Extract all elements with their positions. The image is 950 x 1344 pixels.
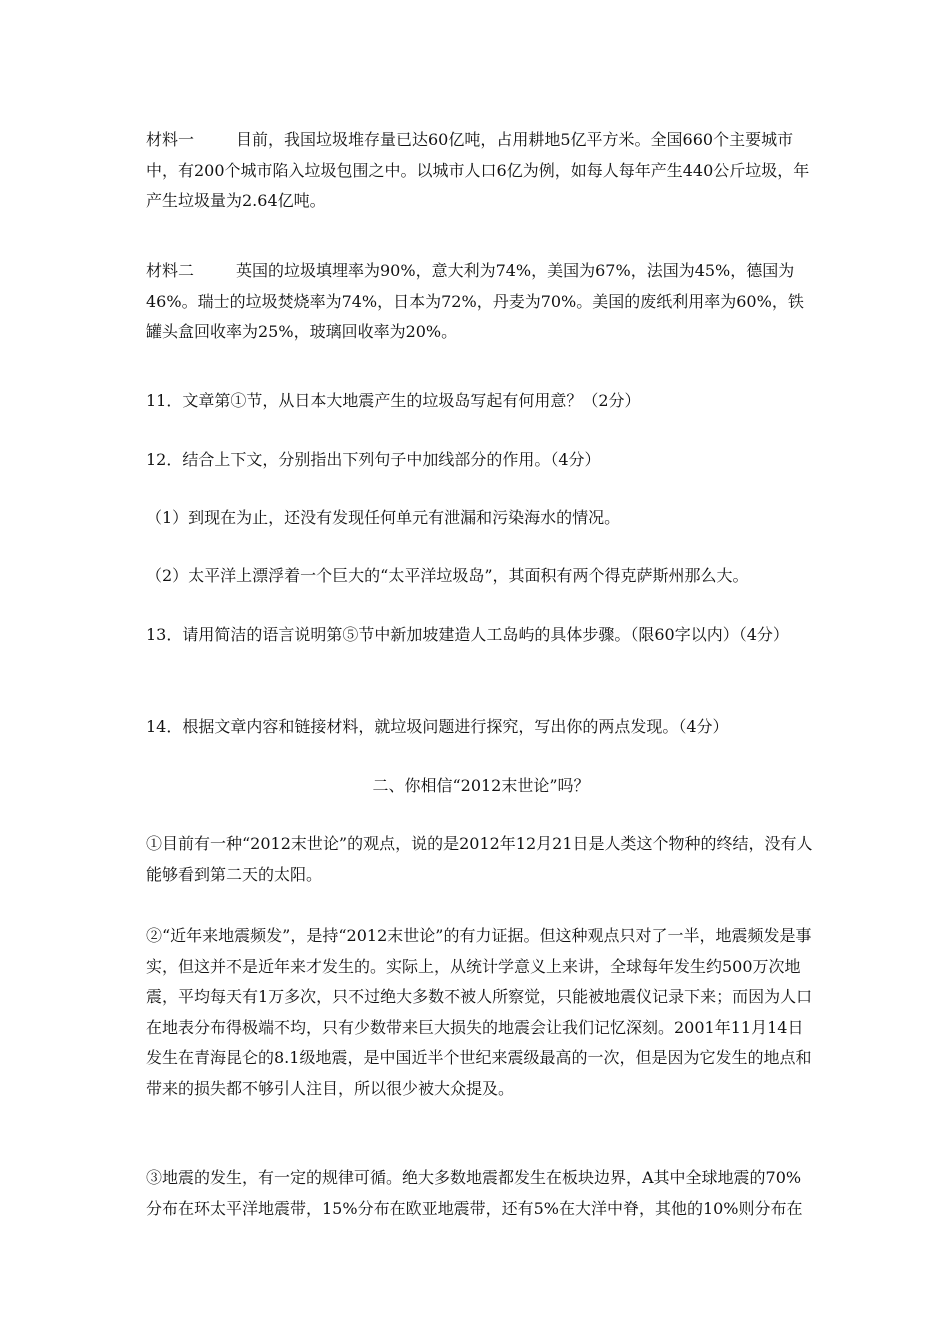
section-title: 二、你相信“2012末世论”吗？	[372, 776, 590, 795]
material-two-text: 英国的垃圾填埋率为90%，意大利为74%，美国为67%，法国为45%，德国为46%。瑞士的垃圾焚烧率为74%，日本为72%，丹麦为70%。美国的废纸利用率为60%，铁罐头盒回收率为25%，玻璃回收率为20%。	[146, 261, 804, 341]
question-13: 13．请用简洁的语言说明第⑤节中新加坡建造人工岛屿的具体步骤。（限60字以内）（4分）	[146, 625, 789, 644]
question-11: 11．文章第①节，从日本大地震产生的垃圾岛写起有何用意？（2分）	[146, 391, 641, 410]
question-14: 14．根据文章内容和链接材料，就垃圾问题进行探究，写出你的两点发现。（4分）	[146, 717, 729, 736]
material-two-label: 材料二	[146, 261, 195, 280]
question-12-item-1: （1）到现在为止，还没有发现任何单元有泄漏和污染海水的情况。	[146, 508, 621, 527]
material-one-text: 目前，我国垃圾堆存量已达60亿吨，占用耕地5亿平方米。全国660个主要城市中，有200个城市陷入垃圾包围之中。以城市人口6亿为例，如每人每年产生440公斤垃圾，年产生垃圾量为2.64亿吨。	[146, 130, 810, 210]
material-two-paragraph	[146, 256, 816, 348]
section-paragraph-3: ③地震的发生，有一定的规律可循。绝大多数地震都发生在板块边界，A其中全球地震的70%分布在环太平洋地震带，15%分布在欧亚地震带，还有5%在大洋中脊，其他的10%则分布在	[146, 1168, 803, 1218]
section-paragraph-1: ①目前有一种“2012末世论”的观点，说的是2012年12月21日是人类这个物种的终结，没有人能够看到第二天的太阳。	[146, 834, 813, 884]
section-paragraph-2: ②“近年来地震频发”，是持“2012末世论”的有力证据。但这种观点只对了一半，地震频发是事实，但这并不是近年来才发生的。实际上，从统计学意义上来讲，全球每年发生约500万次地震，平均每天有1万多次，只不过绝大多数不被人所察觉，只能被地震仪记录下来；而因为人口在地表分布得极端不均，只有少数带来巨大损失的地震会让我们记忆深刻。2001年11月14日发生在青海昆仑的8.1级地震，是中国近半个世纪来震级最高的一次，但是因为它发生的地点和带来的损失都不够引人注目，所以很少被大众提及。	[146, 926, 813, 1098]
question-12-item-2: （2）太平洋上漂浮着一个巨大的“太平洋垃圾岛”，其面积有两个得克萨斯州那么大。	[146, 566, 749, 585]
material-one-paragraph	[146, 125, 816, 217]
question-12: 12．结合上下文，分别指出下列句子中加线部分的作用。（4分）	[146, 450, 601, 469]
material-one-label: 材料一	[146, 130, 195, 149]
